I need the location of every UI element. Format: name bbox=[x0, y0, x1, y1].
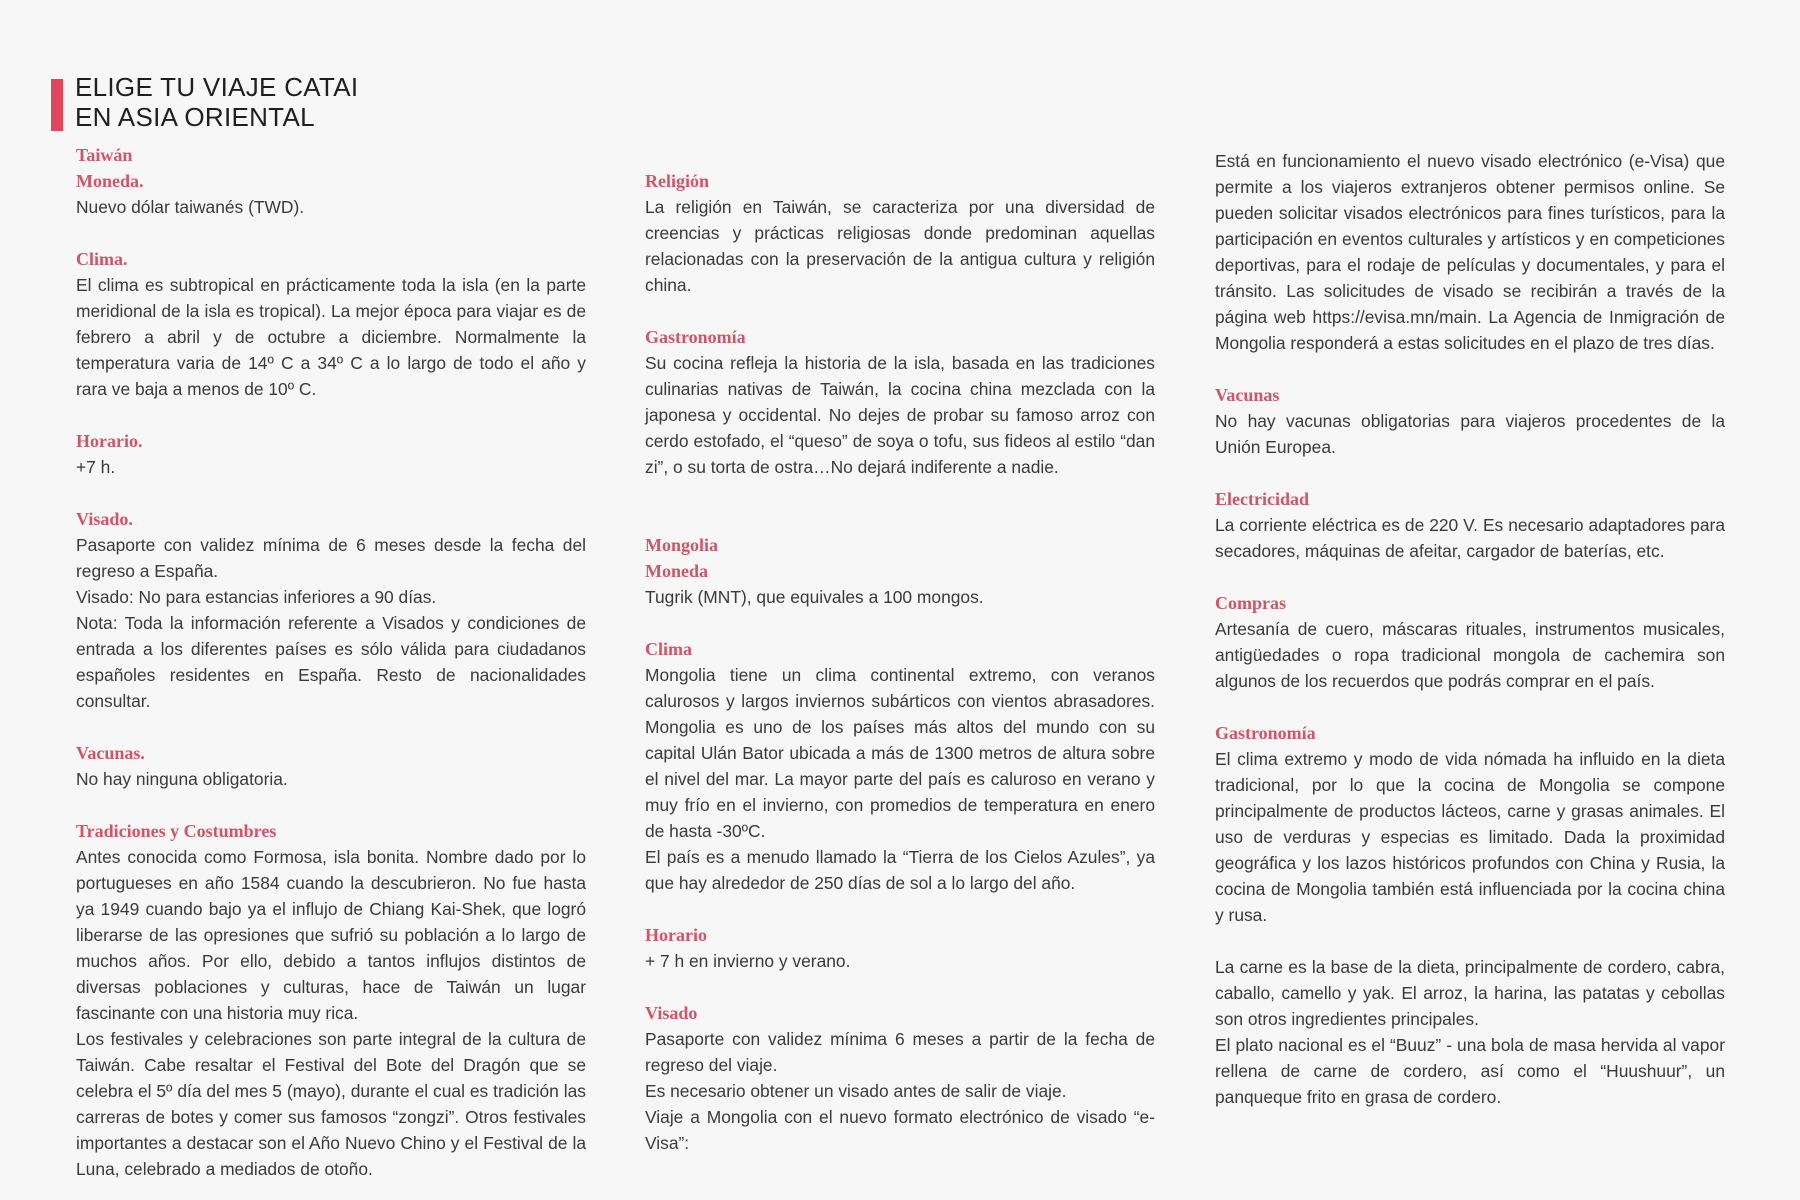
taiwan-tradiciones-text-1: Antes conocida como Formosa, isla bonita. Nombre dado por lo portugueses en año 1584 cuando la descubrieron. No fue hasta ya 1949 cuando bajo ya el influjo de Chiang Kai-Shek, que logró liberarse de las opresiones que sufrió su población a lo largo de muchos años. Por ello, debido a tantos influjos distintos de diversas poblaciones y culturas, hace de Taiwán un lugar fascinante con una historia muy rica. bbox=[76, 847, 586, 1023]
mongolia-clima-text-2: El país es a menudo llamado la “Tierra de los Cielos Azules”, ya que hay alrededor de 250 días de sol a lo largo del año. bbox=[645, 847, 1155, 893]
mongolia-moneda-text: Tugrik (MNT), que equivales a 100 mongos. bbox=[645, 587, 984, 607]
taiwan-visado-text-3: Nota: Toda la información referente a Visados y condiciones de entrada a los diferentes países es sólo válida para ciudadanos españoles residentes en España. Resto de nacionalidades consultar. bbox=[76, 613, 586, 711]
mongolia-gastronomia-text-2: La carne es la base de la dieta, principalmente de cordero, cabra, caballo, camello y yak. El arroz, la harina, las patatas y cebollas son otros ingredientes principales. bbox=[1215, 957, 1725, 1029]
taiwan-moneda-heading: Moneda. bbox=[76, 171, 144, 191]
taiwan-visado-text-1: Pasaporte con validez mínima de 6 meses desde la fecha del regreso a España. bbox=[76, 535, 586, 581]
taiwan-clima-heading: Clima. bbox=[76, 249, 128, 269]
mongolia-visado-heading: Visado bbox=[645, 1003, 698, 1023]
mongolia-gastronomia-text-3: El plato nacional es el “Buuz” - una bola de masa hervida al vapor rellena de carne de cordero, así como el “Huushuur”, un panqueque frito en grasa de cordero. bbox=[1215, 1035, 1725, 1107]
mongolia-clima-heading: Clima bbox=[645, 639, 692, 659]
taiwan-clima-text: El clima es subtropical en prácticamente toda la isla (en la parte meridional de la isla es tropical). La mejor época para viajar es de febrero a abril y de octubre a diciembre. Normalmente la temperatura varia de 14º C a 34º C a lo largo de todo el año y rara ve baja a menos de 10º C. bbox=[76, 275, 586, 399]
taiwan-tradiciones-heading: Tradiciones y Costumbres bbox=[76, 821, 277, 841]
taiwan-vacunas-text: No hay ninguna obligatoria. bbox=[76, 769, 288, 789]
mongolia-evisa-text: Está en funcionamiento el nuevo visado electrónico (e-Visa) que permite a los viajeros extranjeros obtener permisos online. Se pueden solicitar visados electrónicos para fines turísticos, para la participación en eventos culturales y artísticos y en competiciones deportivas, para el rodaje de películas y documentales, y para el tránsito. Las solicitudes de visado se recibirán a través de la página web https://evisa.mn/main. La Agencia de Inmigración de Mongolia responderá a estas solicitudes en el plazo de tres días. bbox=[1215, 151, 1725, 353]
page-title bbox=[75, 72, 358, 132]
mongolia-electricidad-heading: Electricidad bbox=[1215, 489, 1309, 509]
mongolia-horario-text: + 7 h en invierno y verano. bbox=[645, 951, 851, 971]
taiwan-visado-text-2: Visado: No para estancias inferiores a 90 días. bbox=[76, 587, 437, 607]
column-1 bbox=[76, 142, 586, 1182]
mongolia-compras-heading: Compras bbox=[1215, 593, 1286, 613]
mongolia-vacunas-text: No hay vacunas obligatorias para viajeros procedentes de la Unión Europea. bbox=[1215, 411, 1725, 457]
mongolia-visado-text-1: Pasaporte con validez mínima 6 meses a partir de la fecha de regreso del viaje. bbox=[645, 1029, 1155, 1075]
mongolia-vacunas-heading: Vacunas bbox=[1215, 385, 1280, 405]
taiwan-moneda-text: Nuevo dólar taiwanés (TWD). bbox=[76, 197, 305, 217]
mongolia-clima-text-1: Mongolia tiene un clima continental extremo, con veranos calurosos y largos inviernos subárticos con vientos abrasadores. Mongolia es uno de los países más altos del mundo con su capital Ulán Bator ubicada a más de 1300 metros de altura sobre el nivel del mar. La mayor parte del país es caluroso en verano y muy frío en el invierno, con promedios de temperatura en enero de hasta -30ºC. bbox=[645, 665, 1155, 841]
taiwan-horario-text: +7 h. bbox=[76, 457, 116, 477]
mongolia-heading: Mongolia bbox=[645, 535, 719, 555]
mongolia-visado-text-3: Viaje a Mongolia con el nuevo formato electrónico de visado “e-Visa”: bbox=[645, 1107, 1155, 1153]
taiwan-tradiciones-text-2: Los festivales y celebraciones son parte integral de la cultura de Taiwán. Cabe resaltar el Festival del Bote del Dragón que se celebra el 5º día del mes 5 (mayo), durante el cual es tradición las carreras de botes y comer sus famosos “zongzi”. Otros festivales importantes a destacar son el Año Nuevo Chino y el Festival de la Luna, celebrado a mediados de otoño. bbox=[76, 1029, 586, 1179]
page-title-line-2: EN ASIA ORIENTAL bbox=[75, 102, 315, 132]
mongolia-horario-heading: Horario bbox=[645, 925, 707, 945]
mongolia-compras-text: Artesanía de cuero, máscaras rituales, instrumentos musicales, antigüedades o ropa tradicional mongola de cachemira son algunos de los recuerdos que podrás comprar en el país. bbox=[1215, 619, 1725, 691]
mongolia-visado-text-2: Es necesario obtener un visado antes de salir de viaje. bbox=[645, 1081, 1067, 1101]
mongolia-gastronomia-heading: Gastronomía bbox=[1215, 723, 1316, 743]
mongolia-moneda-heading: Moneda bbox=[645, 561, 708, 581]
mongolia-electricidad-text: La corriente eléctrica es de 220 V. Es necesario adaptadores para secadores, máquinas de afeitar, cargador de baterías, etc. bbox=[1215, 515, 1725, 561]
column-2 bbox=[645, 168, 1155, 1156]
taiwan-vacunas-heading: Vacunas. bbox=[76, 743, 145, 763]
taiwan-visado-heading: Visado. bbox=[76, 509, 133, 529]
page-title-line-1: ELIGE TU VIAJE CATAI bbox=[75, 72, 359, 102]
mongolia-gastronomia-text-1: El clima extremo y modo de vida nómada ha influido en la dieta tradicional, por lo que la cocina de Mongolia se compone principalmente de productos lácteos, carne y grasas animales. El uso de verduras y especias es limitado. Dada la proximidad geográfica y los lazos históricos profundos con China y Rusia, la cocina de Mongolia también está influenciada por la cocina china y rusa. bbox=[1215, 749, 1725, 925]
taiwan-gastronomia-heading: Gastronomía bbox=[645, 327, 746, 347]
taiwan-heading: Taiwán bbox=[76, 145, 133, 165]
taiwan-horario-heading: Horario. bbox=[76, 431, 143, 451]
taiwan-gastronomia-text: Su cocina refleja la historia de la isla, basada en las tradiciones culinarias nativas de Taiwán, la cocina china mezclada con la japonesa y occidental. No dejes de probar su famoso arroz con cerdo estofado, el “queso” de soya o tofu, sus fideos al estilo “dan zi”, o su torta de ostra…No dejará indiferente a nadie. bbox=[645, 353, 1155, 477]
column-3 bbox=[1215, 148, 1725, 1110]
taiwan-religion-heading: Religión bbox=[645, 171, 710, 191]
title-accent-bar bbox=[51, 79, 63, 131]
taiwan-religion-text: La religión en Taiwán, se caracteriza por una diversidad de creencias y prácticas religiosas donde predominan aquellas relacionadas con la preservación de la antigua cultura y religión china. bbox=[645, 197, 1155, 295]
